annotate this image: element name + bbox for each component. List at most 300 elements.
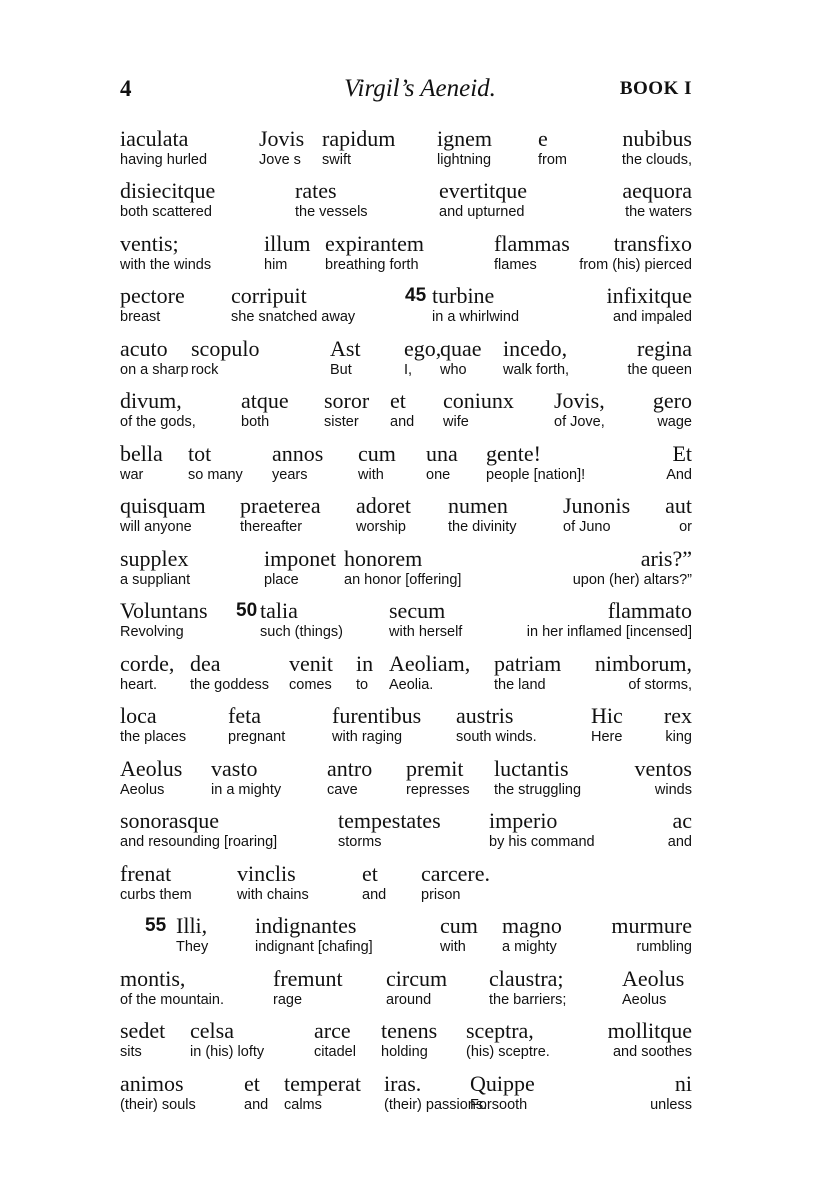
english-gloss: the vessels (295, 204, 368, 220)
english-gloss: indignant [chafing] (255, 939, 373, 955)
english-gloss: holding (381, 1044, 428, 1060)
latin-word: Aeolus (120, 756, 183, 781)
english-gloss: worship (356, 519, 406, 535)
latin-word: circum (386, 966, 448, 991)
english-gloss: Aeolus (120, 782, 165, 798)
word-pair (211, 756, 281, 799)
text-line (0, 231, 840, 283)
latin-word: sonorasque (120, 808, 219, 833)
english-gloss: unless (650, 1097, 692, 1113)
english-gloss: and (244, 1097, 269, 1113)
english-gloss: the clouds, (621, 152, 692, 168)
word-pair (494, 756, 581, 799)
text-line (0, 966, 840, 1018)
latin-word: scopulo (191, 336, 260, 361)
latin-word: bella (120, 441, 163, 466)
word-pair (120, 336, 189, 379)
latin-word: venit (289, 651, 333, 676)
english-gloss: Forsooth (470, 1097, 528, 1113)
english-gloss: rock (191, 362, 219, 378)
english-gloss: the barriers; (489, 992, 567, 1008)
word-pair (273, 966, 343, 1009)
english-gloss: sits (120, 1044, 142, 1060)
word-pair (284, 1071, 361, 1114)
word-pair (272, 441, 323, 484)
word-pair (664, 703, 692, 746)
latin-word: ni (674, 1071, 692, 1096)
latin-word: secum (389, 598, 446, 623)
english-gloss: the goddess (190, 677, 270, 693)
english-gloss: prison (421, 887, 461, 903)
english-gloss: the divinity (448, 519, 517, 535)
word-pair (356, 651, 373, 694)
word-pair (489, 966, 566, 1009)
latin-word: iaculata (120, 126, 189, 151)
word-pair (494, 651, 561, 694)
word-pair (240, 493, 321, 536)
word-pair (191, 336, 259, 379)
word-pair (332, 703, 421, 746)
word-pair (622, 966, 684, 1009)
english-gloss: to (356, 677, 369, 693)
word-pair (338, 808, 441, 851)
text-line (0, 493, 840, 545)
latin-word: austris (456, 703, 514, 728)
word-pair (494, 231, 570, 274)
latin-word: transfixo (613, 231, 692, 256)
latin-word: animos (120, 1071, 184, 1096)
latin-word: rates (295, 178, 337, 203)
english-gloss: (their) souls (120, 1097, 196, 1113)
english-gloss: thereafter (240, 519, 303, 535)
english-gloss: with raging (332, 729, 403, 745)
latin-word: iras. (384, 1071, 422, 1096)
word-pair (554, 388, 605, 431)
english-gloss: from (his) pierced (579, 257, 692, 273)
english-gloss: winds (654, 782, 692, 798)
word-pair (439, 178, 527, 221)
latin-word: temperat (284, 1071, 361, 1096)
text-line (0, 1071, 840, 1123)
english-gloss: king (665, 729, 692, 745)
latin-word: carcere. (421, 861, 490, 886)
latin-word: rapidum (322, 126, 396, 151)
word-pair (389, 598, 462, 641)
english-gloss: curbs them (120, 887, 192, 903)
english-gloss: having hurled (120, 152, 208, 168)
english-gloss: with the winds (120, 257, 212, 273)
latin-word: et (362, 861, 378, 886)
word-pair (466, 1018, 550, 1061)
english-gloss: or (679, 519, 692, 535)
latin-word: infixitque (606, 283, 692, 308)
english-gloss: with herself (389, 624, 463, 640)
english-gloss: such (things) (260, 624, 344, 640)
english-gloss: of Jove, (554, 414, 605, 430)
latin-word: luctantis (494, 756, 569, 781)
english-gloss: Aeolia. (389, 677, 434, 693)
english-gloss: by his command (489, 834, 595, 850)
word-pair (456, 703, 537, 746)
english-gloss: the land (494, 677, 546, 693)
english-gloss: the waters (625, 204, 692, 220)
text-line (0, 756, 840, 808)
word-pair (381, 1018, 437, 1061)
latin-word: feta (228, 703, 261, 728)
english-gloss: heart. (120, 677, 158, 693)
latin-word: pectore (120, 283, 185, 308)
latin-word: honorem (344, 546, 423, 571)
english-gloss: around (386, 992, 432, 1008)
word-pair (622, 178, 692, 221)
latin-word: mollitque (607, 1018, 692, 1043)
latin-word: in (356, 651, 374, 676)
english-gloss: and upturned (439, 204, 525, 220)
word-pair (120, 493, 206, 536)
english-gloss: flames (494, 257, 537, 273)
latin-word: Aeolus (622, 966, 685, 991)
english-gloss: rage (273, 992, 303, 1008)
word-pair (406, 756, 470, 799)
word-pair (538, 126, 567, 169)
english-gloss: in a mighty (211, 782, 282, 798)
english-gloss: represses (406, 782, 470, 798)
english-gloss: both (241, 414, 270, 430)
word-pair (527, 598, 692, 641)
latin-word: adoret (356, 493, 411, 518)
english-gloss: south winds. (456, 729, 537, 745)
word-pair (289, 651, 333, 694)
word-pair (190, 651, 269, 694)
latin-word: numen (448, 493, 508, 518)
english-gloss: Aeolus (622, 992, 667, 1008)
text-line (0, 546, 840, 598)
latin-word: ego, (404, 336, 442, 361)
text-line (0, 126, 840, 178)
english-gloss: calms (284, 1097, 322, 1113)
word-pair (502, 913, 562, 956)
text-line (0, 651, 840, 703)
english-gloss: walk forth, (503, 362, 570, 378)
latin-word: tenens (381, 1018, 438, 1043)
english-gloss: They (176, 939, 209, 955)
line-number: 55 (145, 915, 167, 936)
word-pair (344, 546, 461, 589)
english-gloss: wife (443, 414, 469, 430)
latin-word: indignantes (255, 913, 357, 938)
english-gloss: with chains (237, 887, 309, 903)
latin-word: cum (440, 913, 478, 938)
word-pair (325, 231, 424, 274)
text-line (0, 913, 840, 965)
word-pair (489, 808, 595, 851)
english-gloss: citadel (314, 1044, 356, 1060)
english-gloss: swift (322, 152, 351, 168)
latin-word: praeterea (240, 493, 321, 518)
english-gloss: from (538, 152, 567, 168)
word-pair (120, 861, 192, 904)
english-gloss: sister (324, 414, 359, 430)
english-gloss: breast (120, 309, 161, 325)
word-pair (259, 126, 304, 169)
english-gloss: storms (338, 834, 382, 850)
latin-word: murmure (611, 913, 692, 938)
english-gloss: with (358, 467, 384, 483)
latin-word: Junonis (563, 493, 631, 518)
word-pair (622, 126, 692, 169)
word-pair (421, 861, 490, 904)
english-gloss: him (264, 257, 288, 273)
latin-word: fremunt (273, 966, 343, 991)
word-pair (120, 1071, 196, 1114)
latin-word: nimborum, (594, 651, 692, 676)
english-gloss: with (440, 939, 466, 955)
word-pair (120, 808, 277, 851)
word-pair (327, 756, 372, 799)
word-pair (573, 546, 692, 589)
latin-word: rex (663, 703, 692, 728)
word-pair (358, 441, 396, 484)
english-gloss: pregnant (228, 729, 286, 745)
english-gloss: And (666, 467, 692, 483)
latin-word: frenat (120, 861, 172, 886)
word-pair (228, 703, 285, 746)
latin-word: sedet (120, 1018, 166, 1043)
english-gloss: of the gods, (120, 414, 196, 430)
word-pair (120, 178, 215, 221)
word-pair (591, 703, 623, 746)
latin-word: Jovis, (554, 388, 605, 413)
word-pair (120, 126, 207, 169)
latin-word: sceptra, (466, 1018, 534, 1043)
latin-word: ignem (437, 126, 492, 151)
english-gloss: both scattered (120, 204, 212, 220)
latin-word: Voluntans (120, 598, 208, 623)
english-gloss: in a whirlwind (432, 309, 520, 325)
word-pair (145, 913, 166, 939)
latin-word: flammato (607, 598, 692, 623)
latin-word: patriam (494, 651, 562, 676)
word-pair (244, 1071, 268, 1114)
latin-word: flammas (494, 231, 570, 256)
latin-word: e (538, 126, 548, 151)
word-pair (176, 913, 208, 956)
latin-word: antro (327, 756, 373, 781)
word-pair (120, 388, 196, 431)
word-pair (595, 651, 692, 694)
english-gloss: she snatched away (231, 309, 356, 325)
word-pair (426, 441, 458, 484)
latin-word: corripuit (231, 283, 307, 308)
word-pair (120, 966, 224, 1009)
latin-word: corde, (120, 651, 175, 676)
latin-word: acuto (120, 336, 168, 361)
word-pair (120, 546, 190, 589)
word-pair (120, 1018, 165, 1061)
english-gloss: cave (327, 782, 358, 798)
english-gloss: (his) sceptre. (466, 1044, 550, 1060)
latin-word: Aeoliam, (389, 651, 471, 676)
word-pair (255, 913, 373, 956)
word-pair (404, 336, 441, 379)
word-pair (120, 231, 211, 274)
english-gloss: Jove s (259, 152, 301, 168)
latin-word: soror (324, 388, 370, 413)
latin-word: Ast (330, 336, 361, 361)
word-pair (260, 598, 343, 641)
word-pair (120, 703, 186, 746)
latin-word: expirantem (325, 231, 424, 256)
english-gloss: comes (289, 677, 332, 693)
word-pair (120, 441, 163, 484)
english-gloss: a suppliant (120, 572, 191, 588)
word-pair (440, 336, 482, 379)
latin-word: turbine (432, 283, 495, 308)
english-gloss: one (426, 467, 451, 483)
text-line (0, 703, 840, 755)
word-pair (443, 388, 514, 431)
english-gloss: a mighty (502, 939, 557, 955)
latin-word: magno (502, 913, 562, 938)
latin-word: premit (406, 756, 464, 781)
english-gloss: place (264, 572, 299, 588)
latin-word: celsa (190, 1018, 234, 1043)
word-pair (389, 651, 470, 694)
word-pair (437, 126, 492, 169)
latin-word: divum, (120, 388, 182, 413)
word-pair (448, 493, 517, 536)
english-gloss: (their) passions. (384, 1097, 488, 1113)
latin-word: Et (672, 441, 692, 466)
latin-word: talia (260, 598, 298, 623)
latin-word: annos (272, 441, 324, 466)
latin-word: illum (264, 231, 311, 256)
word-pair (264, 231, 310, 274)
english-gloss: I, (404, 362, 413, 378)
english-gloss: who (440, 362, 467, 378)
english-gloss: and (390, 414, 415, 430)
text-line (0, 598, 840, 650)
latin-word: aut (665, 493, 692, 518)
english-gloss: in her inflamed [incensed] (526, 624, 692, 640)
english-gloss: Revolving (120, 624, 184, 640)
word-pair (386, 966, 447, 1009)
english-gloss: an honor [offering] (344, 572, 462, 588)
word-pair (390, 388, 414, 431)
line-number: 45 (405, 285, 427, 306)
latin-word: Quippe (470, 1071, 535, 1096)
latin-word: arce (314, 1018, 351, 1043)
word-pair (188, 441, 243, 484)
word-pair (627, 336, 692, 379)
word-pair (295, 178, 368, 221)
line-number: 50 (236, 600, 258, 621)
english-gloss: lightning (437, 152, 492, 168)
text-line (0, 388, 840, 440)
latin-word: tempestates (338, 808, 441, 833)
word-pair (231, 283, 355, 326)
latin-word: gente! (486, 441, 541, 466)
english-gloss: and (362, 887, 387, 903)
word-pair (330, 336, 361, 379)
word-pair (120, 283, 185, 326)
latin-word: coniunx (443, 388, 514, 413)
book-label: BOOK I (619, 78, 692, 99)
english-gloss: the struggling (494, 782, 582, 798)
latin-word: aequora (622, 178, 692, 203)
page-number: 4 (120, 76, 132, 101)
latin-word: imponet (264, 546, 337, 571)
text-line (0, 178, 840, 230)
word-pair (606, 283, 692, 326)
word-pair (190, 1018, 264, 1061)
latin-word: Jovis (259, 126, 305, 151)
english-gloss: so many (188, 467, 243, 483)
english-gloss: and soothes (612, 1044, 692, 1060)
latin-word: quisquam (120, 493, 206, 518)
word-pair (579, 231, 692, 274)
latin-word: ventos (634, 756, 692, 781)
running-title: Virgil’s Aeneid. (344, 75, 496, 102)
latin-word: furentibus (332, 703, 422, 728)
english-gloss: breathing forth (325, 257, 419, 273)
latin-word: evertitque (439, 178, 527, 203)
latin-word: ventis; (120, 231, 179, 256)
latin-word: tot (188, 441, 212, 466)
latin-word: imperio (489, 808, 558, 833)
word-pair (314, 1018, 356, 1061)
english-gloss: But (330, 362, 352, 378)
text-line (0, 1018, 840, 1070)
word-pair (432, 283, 519, 326)
english-gloss: of Juno (563, 519, 611, 535)
word-pair (503, 336, 569, 379)
word-pair (237, 861, 309, 904)
word-pair (668, 808, 692, 851)
word-pair (120, 756, 182, 799)
english-gloss: Here (591, 729, 623, 745)
word-pair (666, 441, 692, 484)
word-pair (264, 546, 336, 589)
latin-word: incedo, (503, 336, 568, 361)
word-pair (665, 493, 692, 536)
word-pair (405, 283, 426, 309)
word-pair (611, 913, 692, 956)
english-gloss: and impaled (613, 309, 692, 325)
text-line (0, 441, 840, 493)
word-pair (470, 1071, 535, 1114)
latin-word: gero (652, 388, 692, 413)
text-line (0, 861, 840, 913)
english-gloss: people [nation]! (486, 467, 586, 483)
english-gloss: rumbling (636, 939, 692, 955)
latin-word: ac (672, 808, 692, 833)
latin-word: una (426, 441, 458, 466)
latin-word: Hic (591, 703, 623, 728)
word-pair (563, 493, 630, 536)
latin-word: aris?” (640, 546, 692, 571)
latin-word: dea (190, 651, 221, 676)
word-pair (362, 861, 386, 904)
latin-word: vasto (211, 756, 258, 781)
english-gloss: will anyone (120, 519, 192, 535)
english-gloss: war (120, 467, 144, 483)
english-gloss: the queen (627, 362, 692, 378)
latin-word: loca (120, 703, 157, 728)
latin-word: montis, (120, 966, 186, 991)
latin-word: Illi, (176, 913, 208, 938)
word-pair (120, 598, 208, 641)
